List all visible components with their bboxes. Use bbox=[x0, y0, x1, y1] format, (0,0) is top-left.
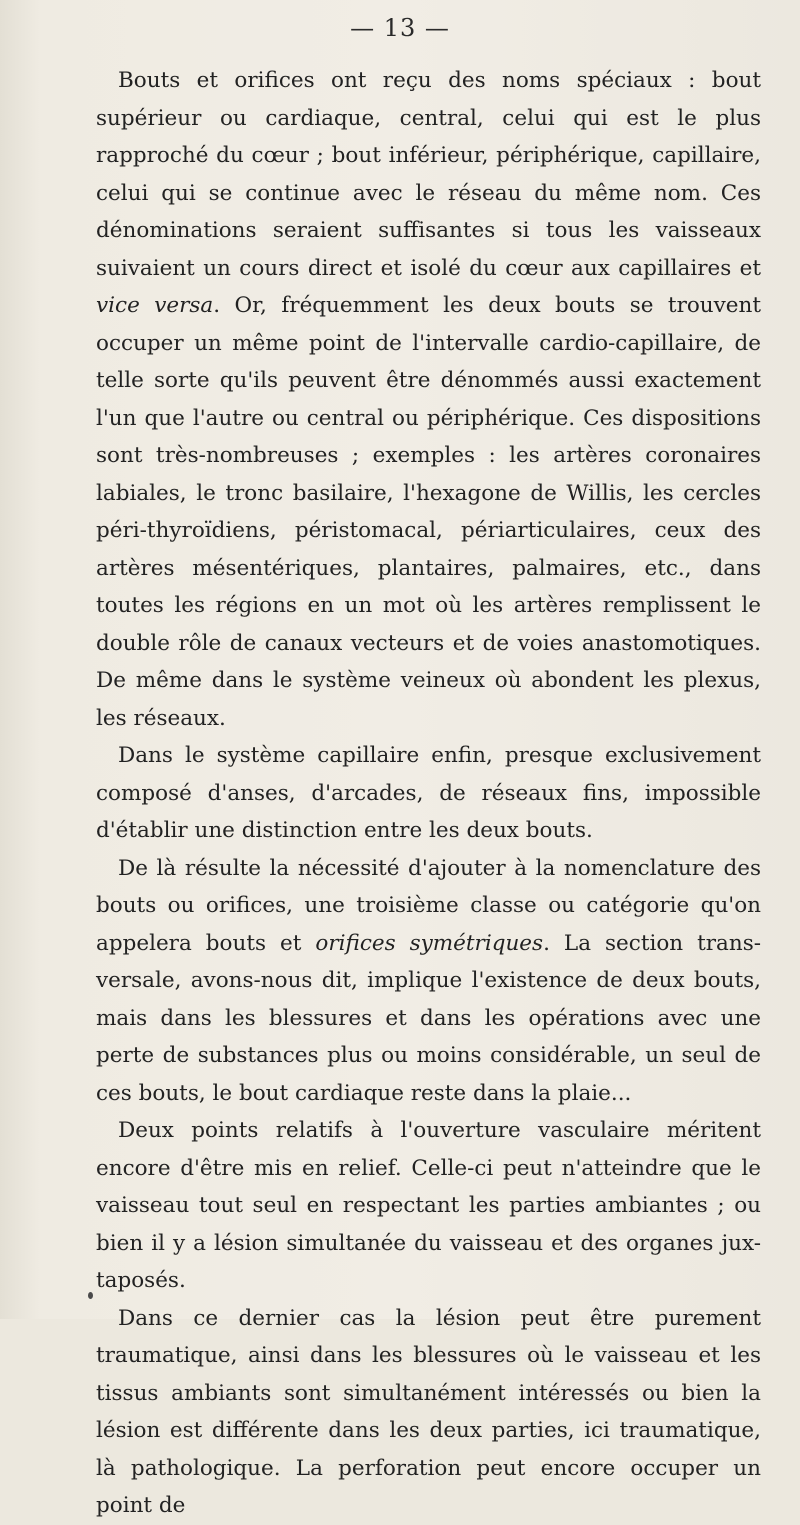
paragraph-2 bbox=[96, 737, 761, 850]
paragraph-1 bbox=[96, 62, 761, 737]
paragraph-4-text: Deux points relatifs à l'ouverture vasculaire méritent encore d'être mis en relief. Celle-ci peut n'atteindre que le vaisseau tout seul en respectant les parties ambiantes ; ou bien il y a lésion simultanée du vaisseau et des organes jux-taposés. bbox=[96, 1118, 761, 1293]
paragraph-3-text-after: . La section trans-versale, avons-nous dit, implique l'existence de deux bouts, mais dans les blessures et dans les opérations avec une perte de substances plus ou moins considérable, un seul de ces bouts, le bout cardiaque reste dans la plaie... bbox=[96, 930, 762, 1106]
paragraph-1-text: Bouts et orifices ont reçu des noms spéciaux : bout supérieur ou cardiaque, central, celui qui est le plus rapproché du cœur ; bout inférieur, périphérique, capillaire, celui qui se continue avec le réseau du même nom. Ces dénominations seraient suffisantes si tous les vaisseaux suivaient un cours direct et isolé du cœur aux capillaires et bbox=[96, 68, 761, 281]
paragraph-1-italic: vice versa bbox=[96, 293, 214, 318]
page-number: — 13 — bbox=[350, 14, 450, 42]
paragraph-4 bbox=[96, 1112, 761, 1300]
ink-speck bbox=[88, 1292, 93, 1299]
paragraph-1-text-after: . Or, fréquemment les deux bouts se trouvent occuper un même point de l'intervalle cardio-capillaire, de telle sorte qu'ils peuvent être dénommés aussi exactement l'un que l'autre ou central ou périphérique. Ces dispositions sont très-nombreuses ; exemples : les artères coronaires labiales, le tronc basilaire, l'hexagone de Willis, les cercles péri-thyroïdiens, péristomacal, périarticulaires, ceux des artères mésentériques, plantaires, palmaires, etc., dans toutes les régions en un mot où les artères remplissent le double rôle de canaux vecteurs et de voies anastomotiques. De même dans le système veineux où abondent les plexus, les réseaux. bbox=[96, 293, 761, 731]
paragraph-3-text: De là résulte la nécessité d'ajouter à la nomenclature des bouts ou orifices, une troisième classe ou catégorie qu'on appelera bouts et bbox=[96, 855, 761, 956]
paragraph-5 bbox=[96, 1300, 761, 1525]
paragraph-5-text: Dans ce dernier cas la lésion peut être purement traumatique, ainsi dans les blessures où le vaisseau et les tissus ambiants sont simultanément intéressés ou bien la lésion est différente dans les deux parties, ici traumatique, là pathologique. La perforation peut encore occuper un point de bbox=[96, 1305, 761, 1518]
body-text bbox=[96, 62, 761, 1525]
paragraph-3 bbox=[96, 850, 761, 1113]
paragraph-3-italic: orifices symétriques bbox=[315, 930, 544, 956]
paragraph-2-text: Dans le système capillaire enfin, presque exclusivement composé d'anses, d'arcades, de réseaux fins, impossible d'établir une distinction entre les deux bouts. bbox=[96, 743, 761, 843]
